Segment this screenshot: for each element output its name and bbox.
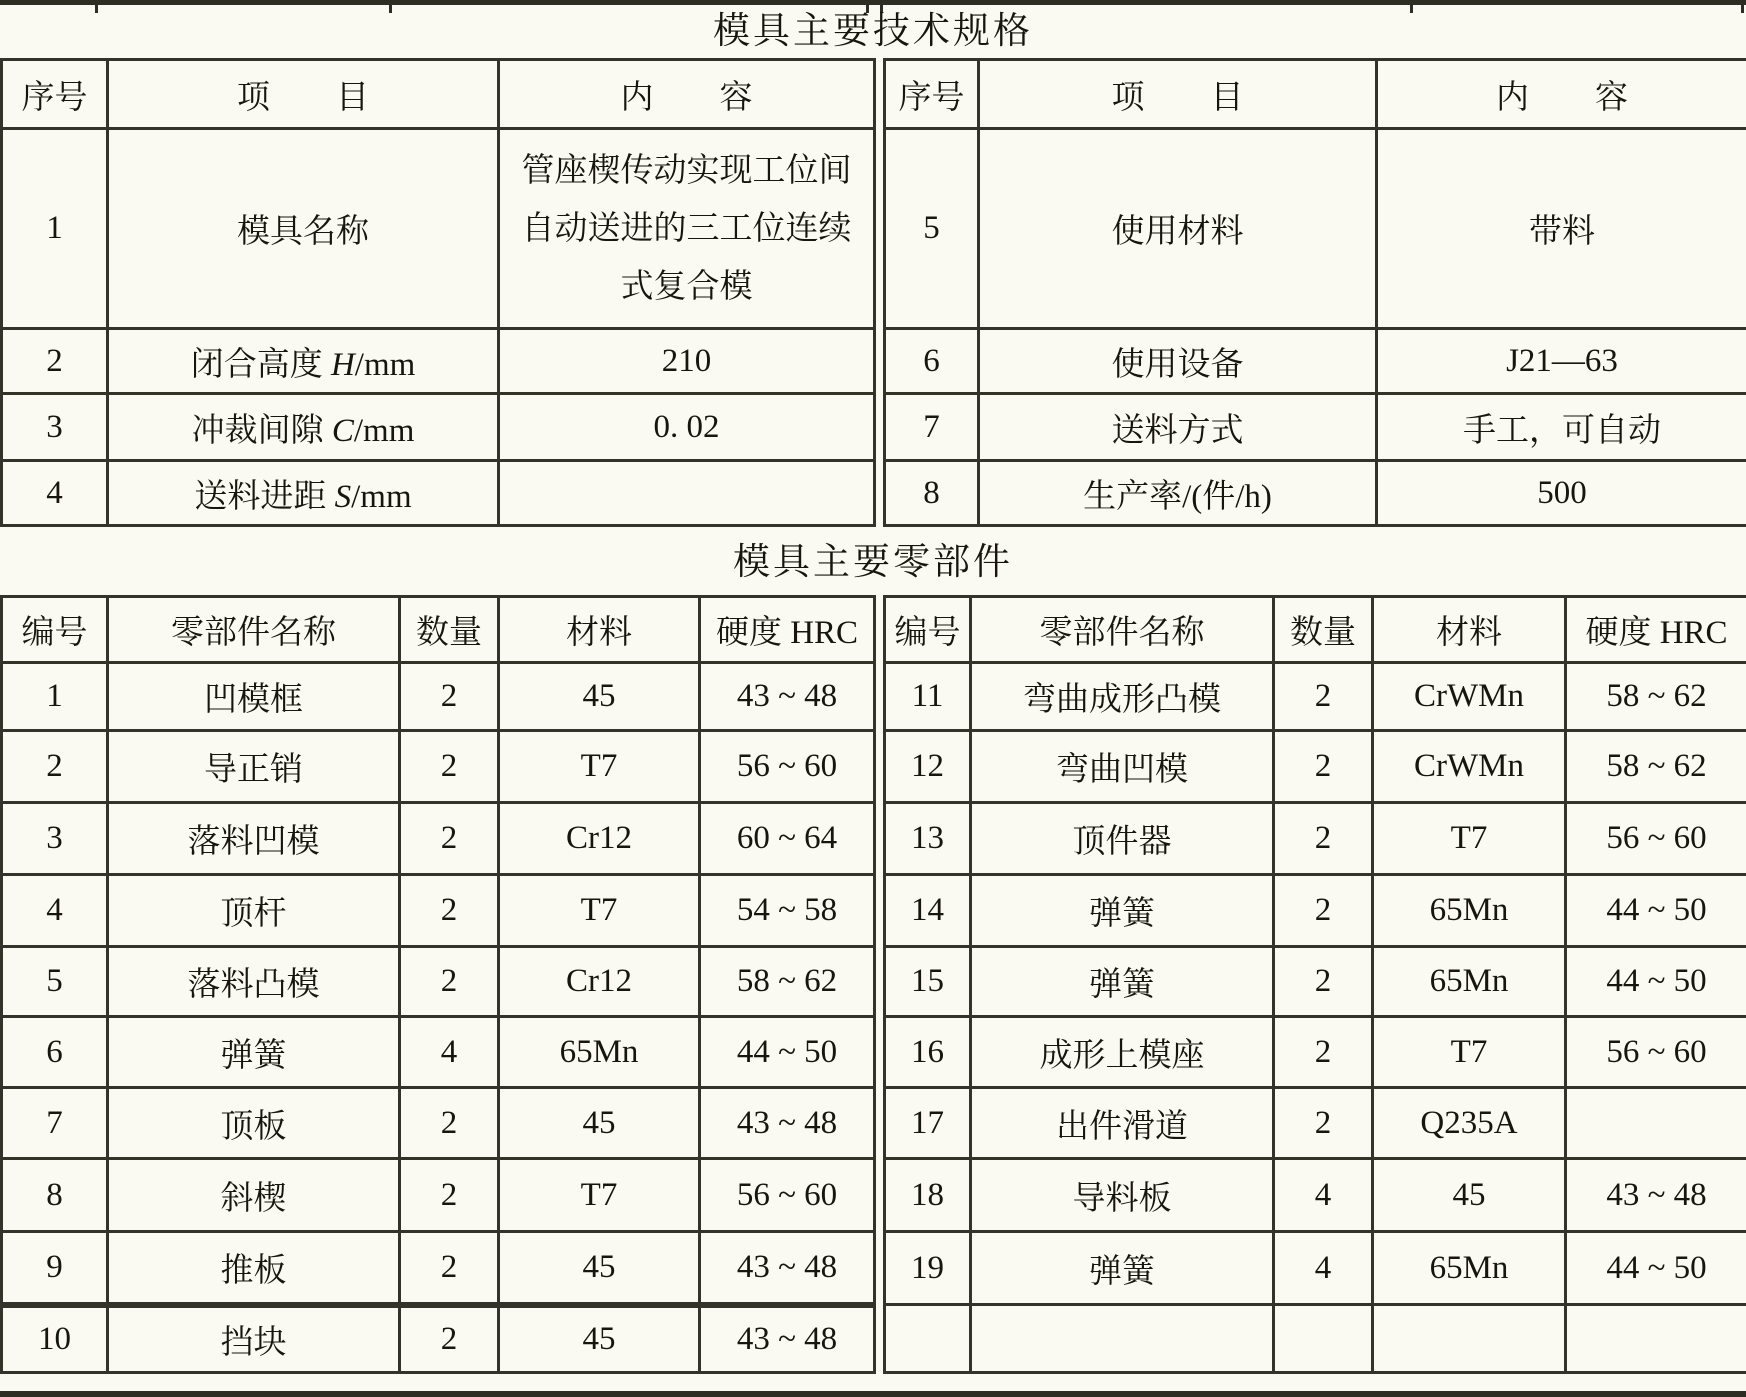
table-cell: 44 ~ 50 [1566,1232,1746,1305]
table-row [2,1232,875,1305]
table-cell: T7 [499,875,700,947]
table-cell: 使用材料 [979,129,1377,329]
table-cell: 56 ~ 60 [700,1159,875,1232]
table-cell: 14 [885,875,971,947]
table-row [885,875,1746,947]
table-row [885,129,1746,329]
table-cell: 顶杆 [108,875,400,947]
table-cell: 56 ~ 60 [700,731,875,803]
col-no: 编号 [2,597,108,663]
table-row [885,461,1746,526]
table-cell: 58 ~ 62 [700,947,875,1017]
table-cell: 3 [2,394,108,461]
table-cell: 2 [1274,947,1373,1017]
table-cell: 4 [1274,1232,1373,1305]
table-cell: 导正销 [108,731,400,803]
table-cell: 3 [2,803,108,875]
table-cell: 2 [400,1232,499,1305]
table-cell: 8 [2,1159,108,1232]
table-row [2,1088,875,1159]
table-cell: 闭合高度 H/mm [108,329,499,394]
parts-header-row [2,597,875,663]
table-cell: 顶件器 [971,803,1274,875]
table-row [2,663,875,731]
table-cell: 4 [400,1017,499,1088]
table-cell: 生产率/(件/h) [979,461,1377,526]
table-cell: CrWMn [1373,731,1566,803]
italic-variable: C [331,412,354,449]
table-cell: 6 [2,1017,108,1088]
table-cell: 43 ~ 48 [700,663,875,731]
table-cell: 11 [885,663,971,731]
table-row [2,1159,875,1232]
table-cell: 43 ~ 48 [700,1088,875,1159]
table-cell: 45 [499,1232,700,1305]
table-cell: 19 [885,1232,971,1305]
table-cell: 弯曲凹模 [971,731,1274,803]
table-cell: 2 [400,1088,499,1159]
table-cell: 2 [1274,1017,1373,1088]
table-cell [1566,1305,1746,1373]
col-hardness: 硬度 HRC [700,597,875,663]
table-cell: 斜楔 [108,1159,400,1232]
italic-variable: H [330,346,355,383]
cell-text-line: 自动送进的三工位连续 [521,210,852,247]
table-cell: 4 [2,461,108,526]
table-cell: 模具名称 [108,129,499,329]
table-cell: 15 [885,947,971,1017]
table-cell: 45 [1373,1159,1566,1232]
table-cell: Cr12 [499,803,700,875]
table-cell: 2 [400,663,499,731]
table-cell: 4 [1274,1159,1373,1232]
spec-table-right [883,58,1746,527]
table-row [885,1232,1746,1305]
table-cell: 7 [2,1088,108,1159]
table-row [2,731,875,803]
table-cell: 7 [885,394,979,461]
col-no: 编号 [885,597,971,663]
table-cell [1373,1305,1566,1373]
table-row [885,1088,1746,1159]
table-row [2,1017,875,1088]
table-cell: 6 [885,329,979,394]
col-seq: 序号 [885,60,979,129]
table-cell: 500 [1377,461,1746,526]
table-row [885,1305,1746,1373]
table-cell: 2 [400,875,499,947]
table-cell: 2 [400,731,499,803]
table-cell: 弯曲成形凸模 [971,663,1274,731]
table-cell: 弹簧 [971,1232,1274,1305]
table-cell: 2 [1274,875,1373,947]
table-cell: 挡块 [108,1305,400,1373]
table-row [2,461,875,526]
table-cell: 210 [499,329,875,394]
col-material: 材料 [499,597,700,663]
table-cell: 2 [400,1159,499,1232]
table-cell: 导料板 [971,1159,1274,1232]
table-cell: 手工，可自动 [1377,394,1746,461]
table-cell: 弹簧 [108,1017,400,1088]
table-row [885,329,1746,394]
table-row [885,394,1746,461]
bottom-border [0,1391,1746,1397]
table-cell: 出件滑道 [971,1088,1274,1159]
table-cell: 45 [499,663,700,731]
table-row [885,1159,1746,1232]
table-row [885,803,1746,875]
table-cell: 2 [1274,1088,1373,1159]
table-cell: 56 ~ 60 [1566,1017,1746,1088]
col-part-name: 零部件名称 [108,597,400,663]
table-cell: 54 ~ 58 [700,875,875,947]
table-row [885,947,1746,1017]
spec-table-left [0,58,876,527]
table-cell: Cr12 [499,947,700,1017]
table-cell [885,1305,971,1373]
table-cell: 带料 [1377,129,1746,329]
parts-header-row [885,597,1746,663]
table-cell: 9 [2,1232,108,1305]
table-cell [1566,1088,1746,1159]
table-cell: 弹簧 [971,875,1274,947]
italic-variable: S [334,478,352,515]
table-row [2,875,875,947]
table-cell: 44 ~ 50 [1566,947,1746,1017]
parts-table-left [0,595,876,1374]
col-seq: 序号 [2,60,108,129]
table-row [885,663,1746,731]
table-cell: 65Mn [499,1017,700,1088]
spec-header-row [885,60,1746,129]
table-cell: T7 [1373,803,1566,875]
table-row [2,947,875,1017]
table-cell: 1 [2,129,108,329]
col-qty: 数量 [400,597,499,663]
table-cell: 58 ~ 62 [1566,663,1746,731]
col-material: 材料 [1373,597,1566,663]
table-cell: 2 [400,803,499,875]
table-cell: 44 ~ 50 [1566,875,1746,947]
table-cell: 10 [2,1305,108,1373]
table-cell: 推板 [108,1232,400,1305]
spec-header-row [2,60,875,129]
table-cell: T7 [499,1159,700,1232]
col-hardness: 硬度 HRC [1566,597,1746,663]
table-cell [499,461,875,526]
table-cell: 送料进距 S/mm [108,461,499,526]
table-cell: 65Mn [1373,875,1566,947]
col-item: 项 目 [108,60,499,129]
table-cell [499,129,875,329]
table-cell: CrWMn [1373,663,1566,731]
table-cell: 43 ~ 48 [700,1232,875,1305]
table-cell: 44 ~ 50 [700,1017,875,1088]
table-cell: 弹簧 [971,947,1274,1017]
table-cell: 65Mn [1373,947,1566,1017]
table-cell: T7 [499,731,700,803]
table-cell: 43 ~ 48 [700,1305,875,1373]
col-content: 内 容 [499,60,875,129]
table-cell: T7 [1373,1017,1566,1088]
table-cell: 18 [885,1159,971,1232]
table-cell: 65Mn [1373,1232,1566,1305]
table-cell: 2 [2,731,108,803]
table-cell: 4 [2,875,108,947]
cell-text-line: 式复合模 [620,268,753,305]
col-item: 项 目 [979,60,1377,129]
parts-table-right [883,595,1746,1374]
table-cell: 8 [885,461,979,526]
table-cell: 送料方式 [979,394,1377,461]
table-cell: 2 [1274,731,1373,803]
table-cell: 2 [400,1305,499,1373]
col-content: 内 容 [1377,60,1746,129]
table-cell: 43 ~ 48 [1566,1159,1746,1232]
table-cell: 落料凹模 [108,803,400,875]
cell-text-line: 管座楔传动实现工位间 [521,152,852,189]
table-cell: 56 ~ 60 [1566,803,1746,875]
table-cell: 成形上模座 [971,1017,1274,1088]
table-row [885,1017,1746,1088]
table-cell: 凹模框 [108,663,400,731]
table-cell: 45 [499,1088,700,1159]
table-cell: 2 [400,947,499,1017]
table-cell: 冲裁间隙 C/mm [108,394,499,461]
table-cell: 16 [885,1017,971,1088]
table-cell: 5 [885,129,979,329]
col-qty: 数量 [1274,597,1373,663]
table-cell: 0. 02 [499,394,875,461]
table-row [2,329,875,394]
table-cell: 2 [2,329,108,394]
parts-section-title: 模具主要零部件 [733,542,1013,583]
table-cell: Q235A [1373,1088,1566,1159]
table-cell: 落料凸模 [108,947,400,1017]
table-row [2,1305,875,1373]
table-cell: 13 [885,803,971,875]
table-row [885,731,1746,803]
table-cell: 2 [1274,663,1373,731]
spec-section-title: 模具主要技术规格 [713,11,1033,52]
table-cell: 顶板 [108,1088,400,1159]
table-cell: 5 [2,947,108,1017]
col-part-name: 零部件名称 [971,597,1274,663]
table-row [2,803,875,875]
table-cell: 17 [885,1088,971,1159]
table-cell: 58 ~ 62 [1566,731,1746,803]
table-cell [1274,1305,1373,1373]
table-cell: 1 [2,663,108,731]
table-cell: 2 [1274,803,1373,875]
table-row [2,129,875,329]
table-cell: J21—63 [1377,329,1746,394]
table-cell [971,1305,1274,1373]
table-cell: 12 [885,731,971,803]
table-cell: 45 [499,1305,700,1373]
table-cell: 60 ~ 64 [700,803,875,875]
table-row [2,394,875,461]
table-cell: 使用设备 [979,329,1377,394]
